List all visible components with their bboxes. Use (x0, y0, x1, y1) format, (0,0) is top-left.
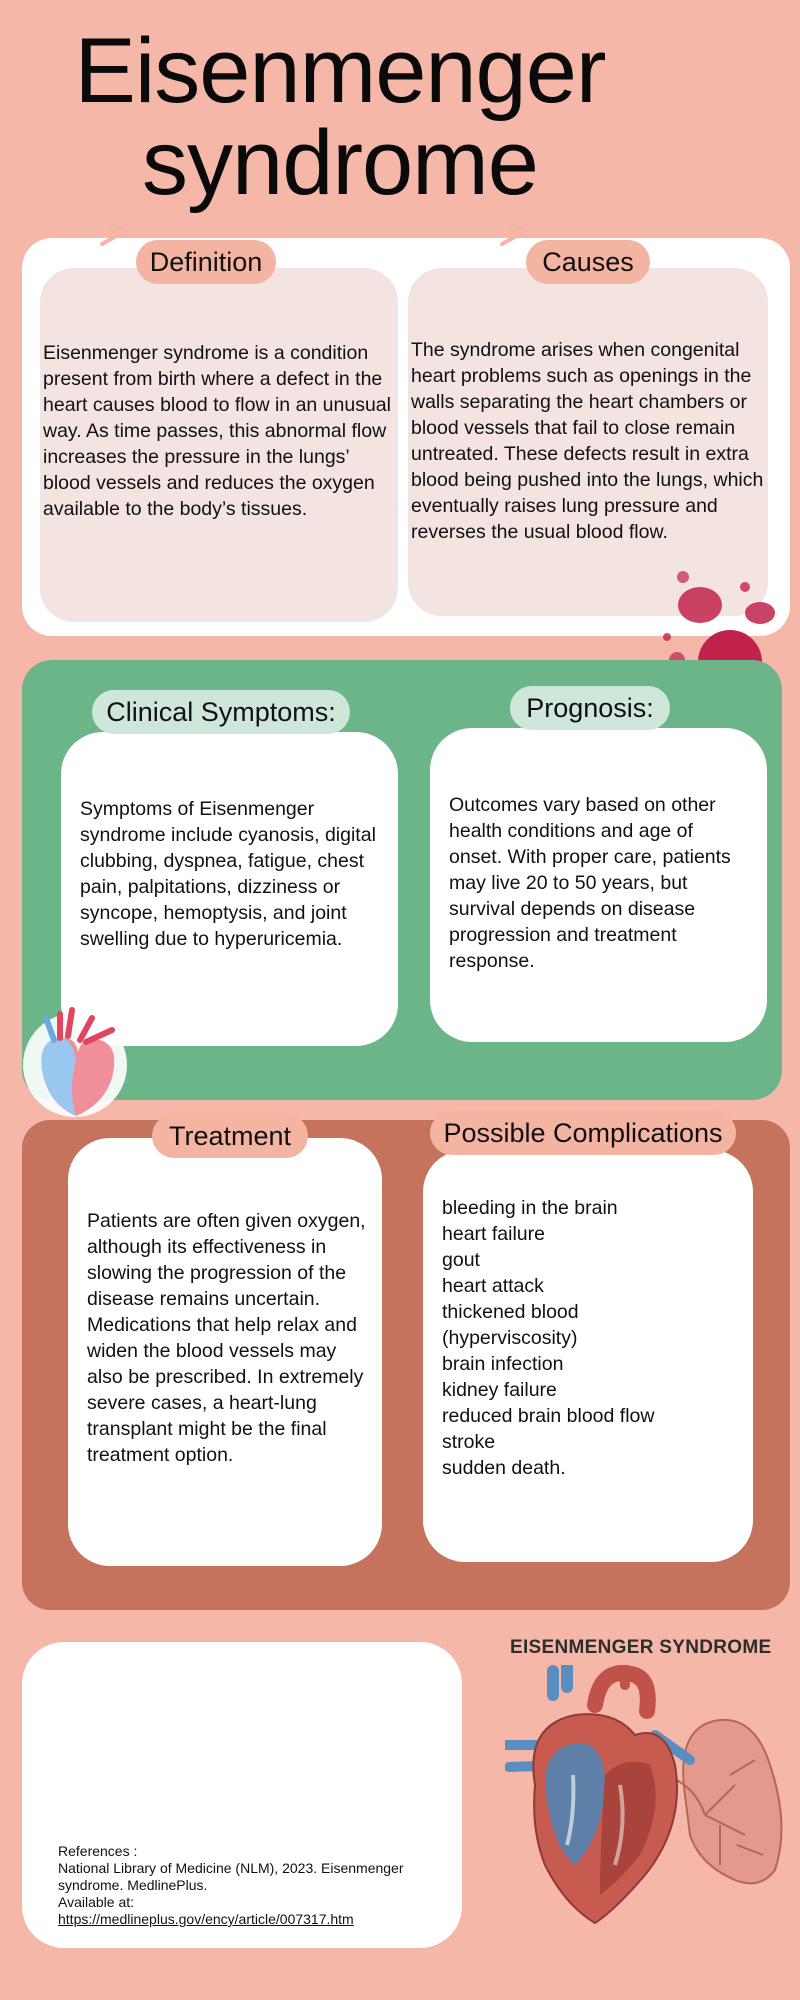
complication-item: kidney failure (442, 1379, 557, 1401)
complication-item: reduced brain blood flow (442, 1405, 655, 1427)
complication-item: gout (442, 1249, 480, 1271)
watermark-text: مستقل (350, 1915, 428, 1945)
complication-item: (hyperviscosity) (442, 1327, 578, 1349)
references-link[interactable]: https://medlineplus.gov/ency/article/007317.htm (58, 1911, 354, 1927)
definition-text: Eisenmenger syndrome is a condition present from birth where a defect in the heart causes blood to flow in an unusual way. As time passes, this abnormal flow increases the pressure in the lungs’ blood vessels and reduces the oxygen available to the body’s tissues. (43, 342, 391, 520)
symptoms-text: Symptoms of Eisenmenger syndrome include cyanosis, digital clubbing, dyspnea, fatigue, chest pain, palpitations, dizziness or syncope, hemoptysis, and joint swelling due to hyperuricemia. (80, 798, 376, 950)
treatment-heading: Treatment (152, 1114, 308, 1158)
prognosis-text: Outcomes vary based on other health conditions and age of onset. With proper care, patients may live 20 to 50 years, but survival depends on disease progression and treatment response. (449, 794, 731, 972)
causes-heading: Causes (526, 240, 650, 284)
references-citation: National Library of Medicine (NLM), 2023. Eisenmenger syndrome. MedlinePlus. (58, 1860, 404, 1893)
title-line-1: Eisenmenger (74, 20, 606, 122)
treatment-text: Patients are often given oxygen, although its effectiveness in slowing the progression of the disease remains uncertain. Medications that help relax and widen the blood vessels may also be prescribed. In extremely severe cases, a heart-lung transplant might be the final treatment option. (87, 1210, 366, 1466)
complications-list (442, 1195, 742, 1481)
page-title (60, 20, 620, 214)
causes-text: The syndrome arises when congenital heart problems such as openings in the walls separating the heart chambers or blood vessels that fail to close remain untreated. These defects result in extra blood being pushed into the lungs, which eventually raises lung pressure and reverses the usual blood flow. (411, 339, 764, 543)
complication-item: stroke (442, 1431, 496, 1453)
heart-lung-diagram (505, 1665, 790, 1930)
definition-heading: Definition (136, 240, 276, 284)
complication-item: brain infection (442, 1353, 564, 1375)
symptoms-heading: Clinical Symptoms: (92, 690, 350, 734)
sparkle-decoration-left (96, 222, 136, 252)
heart-illustration-small (20, 1000, 130, 1125)
complications-heading: Possible Complications (430, 1111, 736, 1155)
diagram-title: EISENMENGER SYNDROME (510, 1637, 772, 1658)
prognosis-heading: Prognosis: (510, 686, 670, 730)
complication-item: heart attack (442, 1275, 544, 1297)
complication-item: thickened blood (442, 1301, 579, 1323)
complication-item: bleeding in the brain (442, 1197, 618, 1219)
complication-item: sudden death. (442, 1457, 566, 1479)
references-available: Available at: (58, 1894, 135, 1910)
title-line-2: syndrome (142, 112, 538, 214)
complication-item: heart failure (442, 1223, 545, 1245)
references-label: References : (58, 1843, 138, 1859)
